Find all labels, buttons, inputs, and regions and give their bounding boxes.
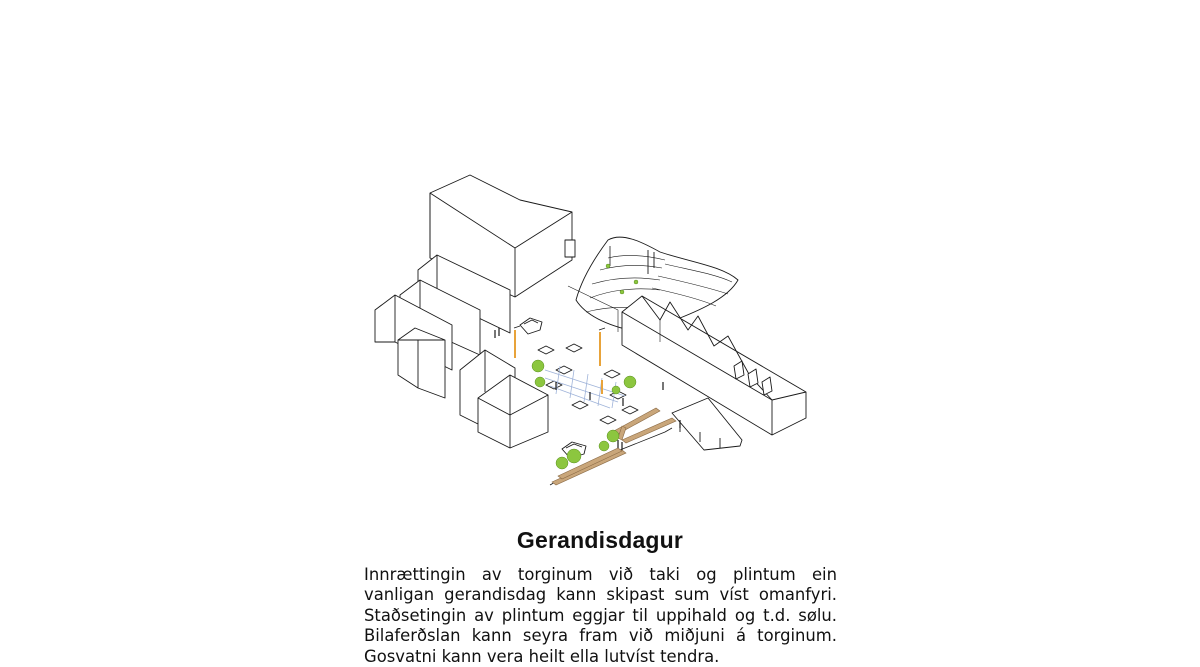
car-top	[520, 318, 542, 334]
description-line: Innrættingin av torginum við taki og plintum ein	[364, 565, 837, 584]
isometric-drawing	[360, 170, 820, 500]
axonometric-square-diagram	[360, 170, 820, 500]
description-line: Bilaferðslan kann seyra fram við miðjuni á torginum.	[364, 626, 837, 646]
description-line: Staðsetingin av plintum eggjar til uppihald og t.d. sølu.	[364, 605, 837, 625]
description-paragraph	[364, 565, 837, 667]
description-line: Gosvatni kann vera heilt ella lutvíst tendra.	[364, 646, 720, 666]
diagram-title: Gerandisdagur	[516, 527, 684, 553]
description-line: vanligan gerandisdag kann skipast sum víst omanfyri.	[364, 585, 837, 605]
